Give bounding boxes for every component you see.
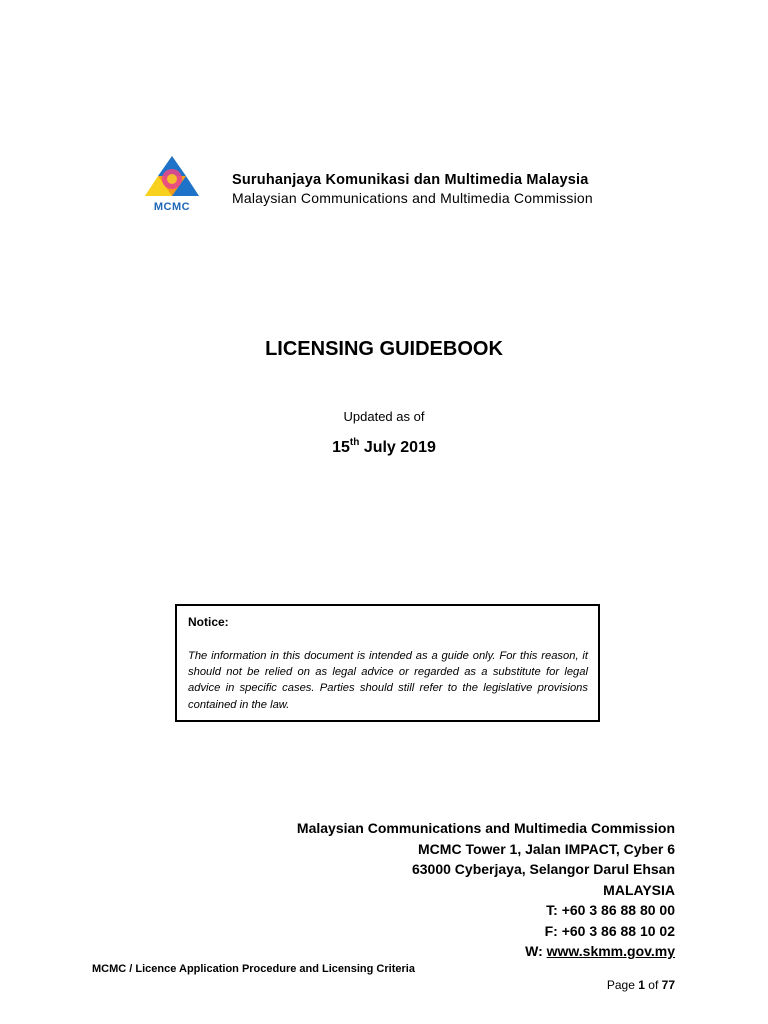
notice-title: Notice: [188, 615, 229, 629]
page-current: 1 [638, 978, 645, 992]
address-phone [297, 900, 675, 921]
page-label: Page [606, 978, 635, 992]
fax-label: F: [544, 922, 558, 939]
logo-text: MCMC [153, 201, 191, 213]
mcmc-logo [128, 152, 216, 214]
address-fax [297, 921, 675, 942]
updated-day: 15 [332, 439, 350, 456]
address-country: MALAYSIA [603, 881, 675, 898]
address-line-1: MCMC Tower 1, Jalan IMPACT, Cyber 6 [418, 840, 675, 857]
org-name-english: Malaysian Communications and Multimedia Commission [232, 190, 593, 206]
org-name-malay: Suruhanjaya Komunikasi dan Multimedia Malaysia [232, 172, 589, 188]
phone-number: +60 3 86 88 80 00 [561, 902, 675, 918]
address-organization: Malaysian Communications and Multimedia Commission [296, 820, 675, 836]
updated-day-suffix: th [349, 437, 360, 448]
phone-label: T: [546, 902, 558, 918]
page-of: of [648, 978, 659, 992]
fax-number: +60 3 86 88 10 02 [561, 922, 675, 939]
notice-box [175, 604, 600, 722]
website-label: W: [525, 943, 543, 959]
notice-body: The information in this document is intended as a guide only. For this reason, it should not be relied on as legal advice or regarded as a substitute for legal advice in specific cases. Parties should still refer to the legislative provisions contained in the law. [188, 650, 588, 711]
address-block [297, 818, 675, 962]
page-number [607, 978, 675, 992]
updated-month-year: July 2019 [363, 439, 436, 456]
updated-date [0, 439, 768, 457]
footer-document-title: MCMC / Licence Application Procedure and Licensing Criteria [92, 963, 415, 975]
address-website [297, 941, 675, 962]
address-line-2: 63000 Cyberjaya, Selangor Darul Ehsan [411, 861, 675, 877]
updated-label: Updated as of [343, 409, 425, 424]
document-title: LICENSING GUIDEBOOK [265, 338, 503, 360]
website-link[interactable]: www.skmm.gov.my [546, 943, 675, 959]
page-total: 77 [661, 978, 675, 992]
